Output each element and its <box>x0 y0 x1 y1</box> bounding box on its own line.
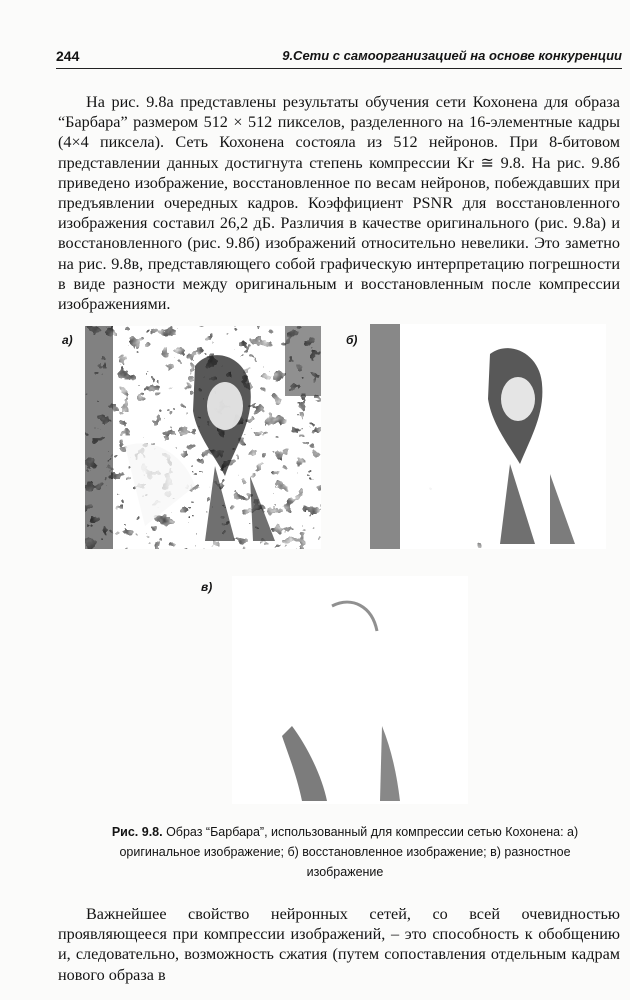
running-header <box>56 46 622 69</box>
page-number: 244 <box>56 48 80 64</box>
running-head-title: 9.Сети с самоорганизацией на основе конкуренции <box>282 48 622 63</box>
figure-a-original-image <box>85 326 321 549</box>
figure-c-difference-image <box>232 576 468 804</box>
caption-text: Образ “Барбара”, использованный для компрессии сетью Кохонена: а) оригинальное изображение; б) восстановленное изображение; в) разностное изображение <box>119 825 579 879</box>
figure-c-label: в) <box>201 580 213 594</box>
figure-b-label: б) <box>346 333 358 347</box>
figure-caption <box>80 822 610 882</box>
figure-a-label: а) <box>62 333 73 347</box>
figure-b-restored-image <box>370 324 606 549</box>
caption-title: Рис. 9.8. <box>111 825 163 839</box>
body-paragraph-2: Важнейшее свойство нейронных сетей, со всей очевидностью проявляющееся при компрессии изображений, – это способность к обобщению и, следовательно, возможность сжатия (путем сопоставления отдельным кадрам нового образа в <box>58 905 620 984</box>
body-paragraph-1: На рис. 9.8а представлены результаты обучения сети Кохонена для образа “Барбара” размером 512 × 512 пикселов, разделенного на 16-элементные кадры (4×4 пиксела). Сеть Кохонена состояла из 512 нейронов. При 8-битовом представлении данных достигнута степень компрессии Kr ≅ 9.8. На рис. 9.8б приведено изображение, восстановленное по весам нейронов, побеждавших при предъявлении очередных кадров. Коэффициент PSNR для восстановленного изображения составил 26,2 дБ. Различия в качестве оригинального (рис. 9.8а) и восстановленного (рис. 9.8б) изображений относительно невелики. Это заметно на рис. 9.8в, представляющего собой графическую интерпретацию погрешности в виде разности между оригинальным и восстановленным после компрессии изображениями. <box>58 93 620 314</box>
